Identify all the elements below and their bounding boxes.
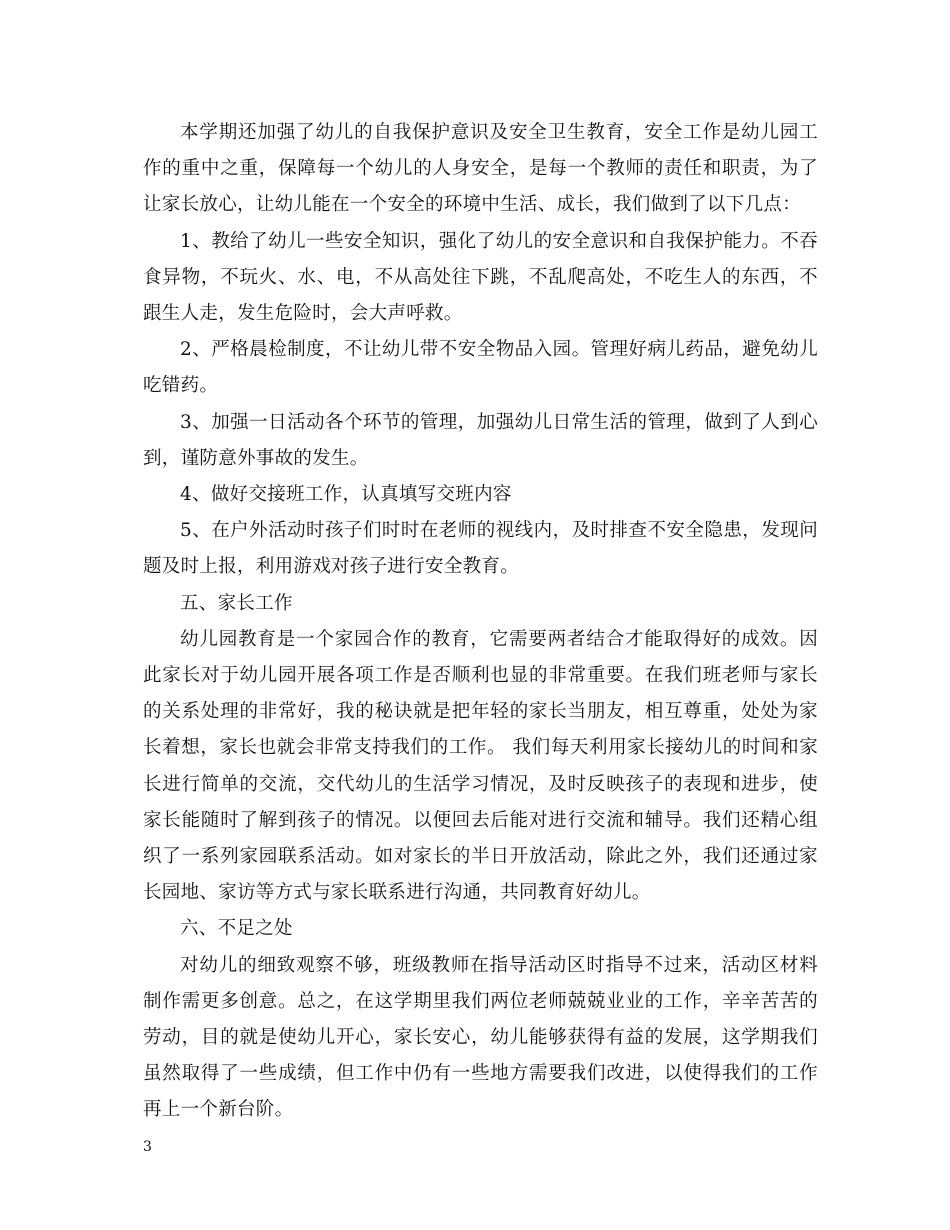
- document-body: [143, 115, 818, 1129]
- paragraph-shortcomings: 对幼儿的细致观察不够，班级教师在指导活动区时指导不过来，活动区材料制作需更多创意。总之，在这学期里我们两位老师兢兢业业的工作，辛辛苦苦的劳动，目的就是使幼儿开心，家长安心，幼儿能够获得有益的发展，这学期我们虽然取得了一些成绩，但工作中仍有一些地方需要我们改进，以使得我们的工作再上一个新台阶。: [143, 954, 818, 1121]
- paragraph-safety-intro: 本学期还加强了幼儿的自我保护意识及安全卫生教育，安全工作是幼儿园工作的重中之重，保障每一个幼儿的人身安全，是每一个教师的责任和职责，为了让家长放心，让幼儿能在一个安全的环境中生活、成长，我们做到了以下几点：: [143, 122, 818, 216]
- section-heading-shortcomings: 六、不足之处: [180, 918, 293, 940]
- paragraph-parent-work: 幼儿园教育是一个家园合作的教育，它需要两者结合才能取得好的成效。因此家长对于幼儿园开展各项工作是否顺利也显的非常重要。在我们班老师与家长的关系处理的非常好，我的秘诀就是把年轻的家长当朋友，相互尊重，处处为家长着想，家长也就会非常支持我们的工作。 我们每天利用家长接幼儿的时间和家长进行简单的交流，交代幼儿的生活学习情况，及时反映孩子的表现和进步，使家长能随时了解到孩子的情况。以便回去后能对进行交流和辅导。我们还精心组织了一系列家园联系活动。如对家长的半日开放活动，除此之外，我们还通过家长园地、家访等方式与家长联系进行沟通，共同教育好幼儿。: [143, 628, 818, 904]
- page-number: 3: [143, 1139, 152, 1155]
- paragraph-safety-item-3: 3、加强一日活动各个环节的管理，加强幼儿日常生活的管理，做到了人到心到，谨防意外事故的发生。: [143, 411, 818, 469]
- paragraph-safety-item-2: 2、严格晨检制度，不让幼儿带不安全物品入园。管理好病儿药品，避免幼儿吃错药。: [143, 339, 818, 397]
- paragraph-safety-item-4: 4、做好交接班工作，认真填写交班内容: [180, 484, 512, 506]
- paragraph-safety-item-1: 1、教给了幼儿一些安全知识，强化了幼儿的安全意识和自我保护能力。不吞食异物，不玩火、水、电，不从高处往下跳，不乱爬高处，不吃生人的东西，不跟生人走，发生危险时，会大声呼救。: [143, 230, 818, 325]
- paragraph-safety-item-5: 5、在户外活动时孩子们时时在老师的视线内，及时排查不安全隐患，发现问题及时上报，利用游戏对孩子进行安全教育。: [143, 520, 818, 578]
- section-heading-parent-work: 五、家长工作: [180, 592, 293, 614]
